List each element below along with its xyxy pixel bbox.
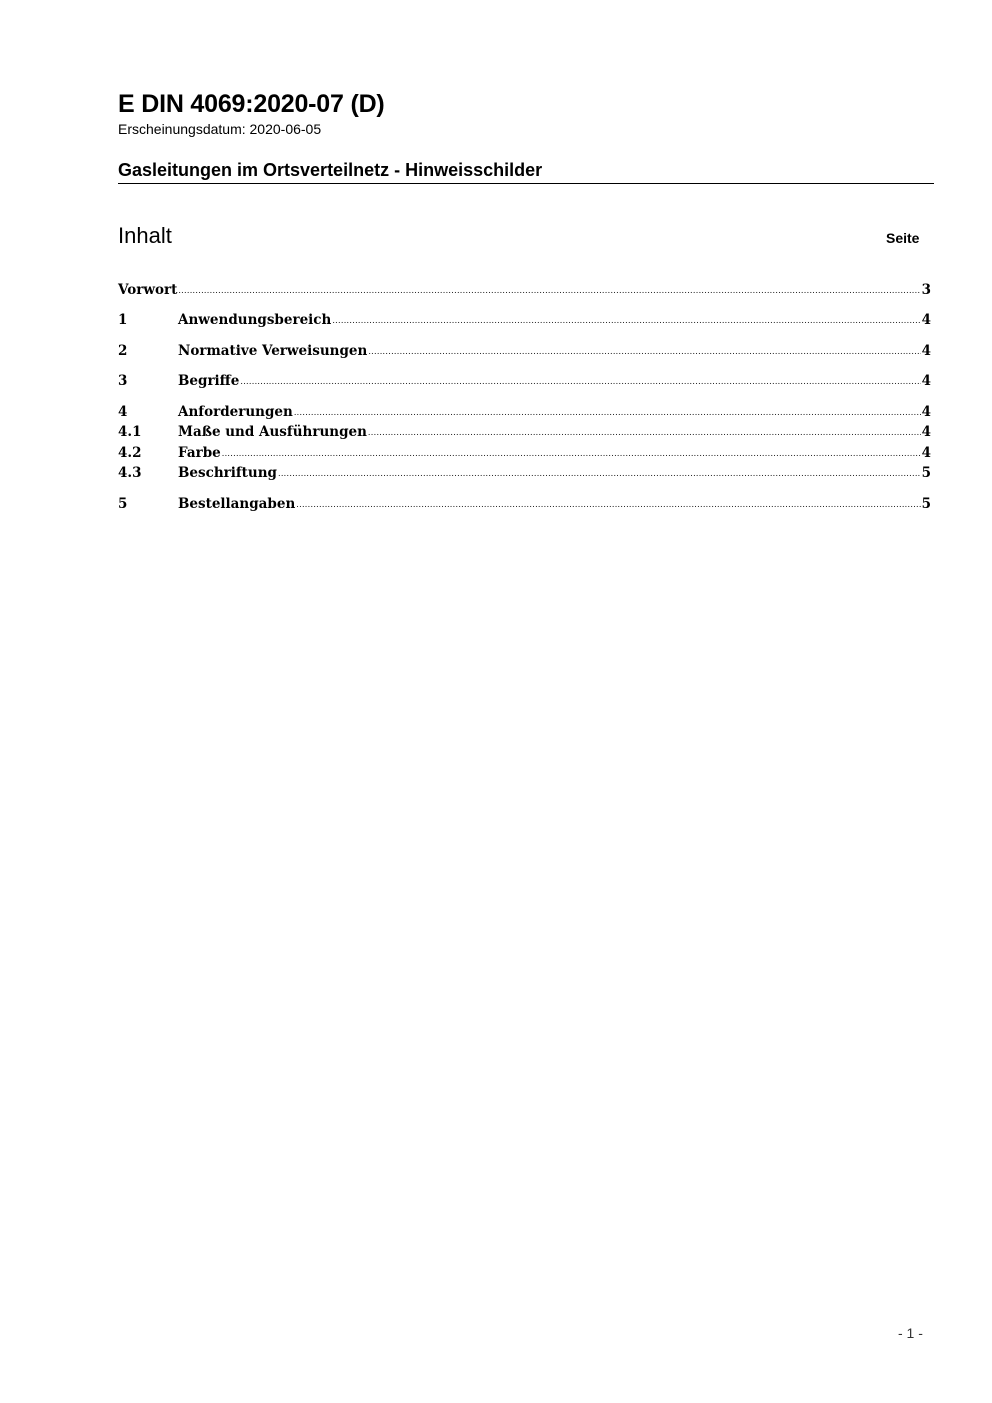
toc-entry-number: 4.3 [118,465,142,481]
toc-dot-leader [332,311,920,331]
toc-page-column-label: Seite [886,230,920,246]
toc-entry-number: 4.2 [118,445,142,461]
document-subject: Gasleitungen im Ortsverteilnetz - Hinweisschilder [118,160,543,180]
toc-dot-leader [240,372,920,392]
toc-dot-leader [368,342,920,362]
toc-dot-leader [178,281,920,301]
toc-entry-title: Farbe [178,445,221,461]
toc-entry-title: Begriffe [178,373,240,389]
toc-entry-title: Anforderungen [178,404,293,420]
toc-dot-leader [368,423,921,443]
toc-entry-title: Anwendungsbereich [178,312,332,328]
toc-entry-vorwort[interactable] [118,280,931,300]
toc-entry-page: 4 [921,373,931,389]
toc-entry-page: 4 [921,404,931,420]
toc-dot-leader [294,403,921,423]
toc-entry-4-3[interactable] [118,463,931,483]
toc-entry-title: Normative Verweisungen [178,343,368,359]
toc-heading: Inhalt [118,223,172,248]
toc-dot-leader [222,444,921,464]
toc-entry-title: Bestellangaben [178,496,296,512]
toc-entry-4-1[interactable] [118,422,931,442]
document-title: E DIN 4069:2020-07 (D) [118,90,385,118]
toc-entry-title: Vorwort [118,282,178,298]
toc-entry-4-2[interactable] [118,443,931,463]
toc-entry-number: 4 [118,404,128,420]
toc-entry-page: 3 [921,282,931,298]
toc-entry-title: Beschriftung [178,465,277,481]
toc-entry-5[interactable] [118,494,931,514]
toc-entry-page: 5 [921,465,931,481]
toc-entry-1[interactable] [118,310,931,330]
toc-entry-number: 2 [118,343,128,359]
toc-dot-leader [296,495,920,515]
toc-entry-number: 5 [118,496,128,512]
toc-entry-page: 4 [921,424,931,440]
toc-entry-2[interactable] [118,341,931,361]
toc-entry-page: 4 [921,343,931,359]
toc-entry-4[interactable] [118,402,931,422]
toc-entry-number: 1 [118,312,128,328]
toc-entry-number: 4.1 [118,424,142,440]
toc-entry-title: Maße und Ausführungen [178,424,367,440]
toc-dot-leader [278,464,921,484]
toc-entry-page: 4 [921,312,931,328]
toc-entry-page: 4 [921,445,931,461]
toc-entry-number: 3 [118,373,128,389]
title-divider [118,183,934,184]
toc-entry-page: 5 [921,496,931,512]
toc-entry-3[interactable] [118,371,931,391]
issue-date: Erscheinungsdatum: 2020-06-05 [118,121,322,137]
page-number: - 1 - [898,1325,923,1341]
